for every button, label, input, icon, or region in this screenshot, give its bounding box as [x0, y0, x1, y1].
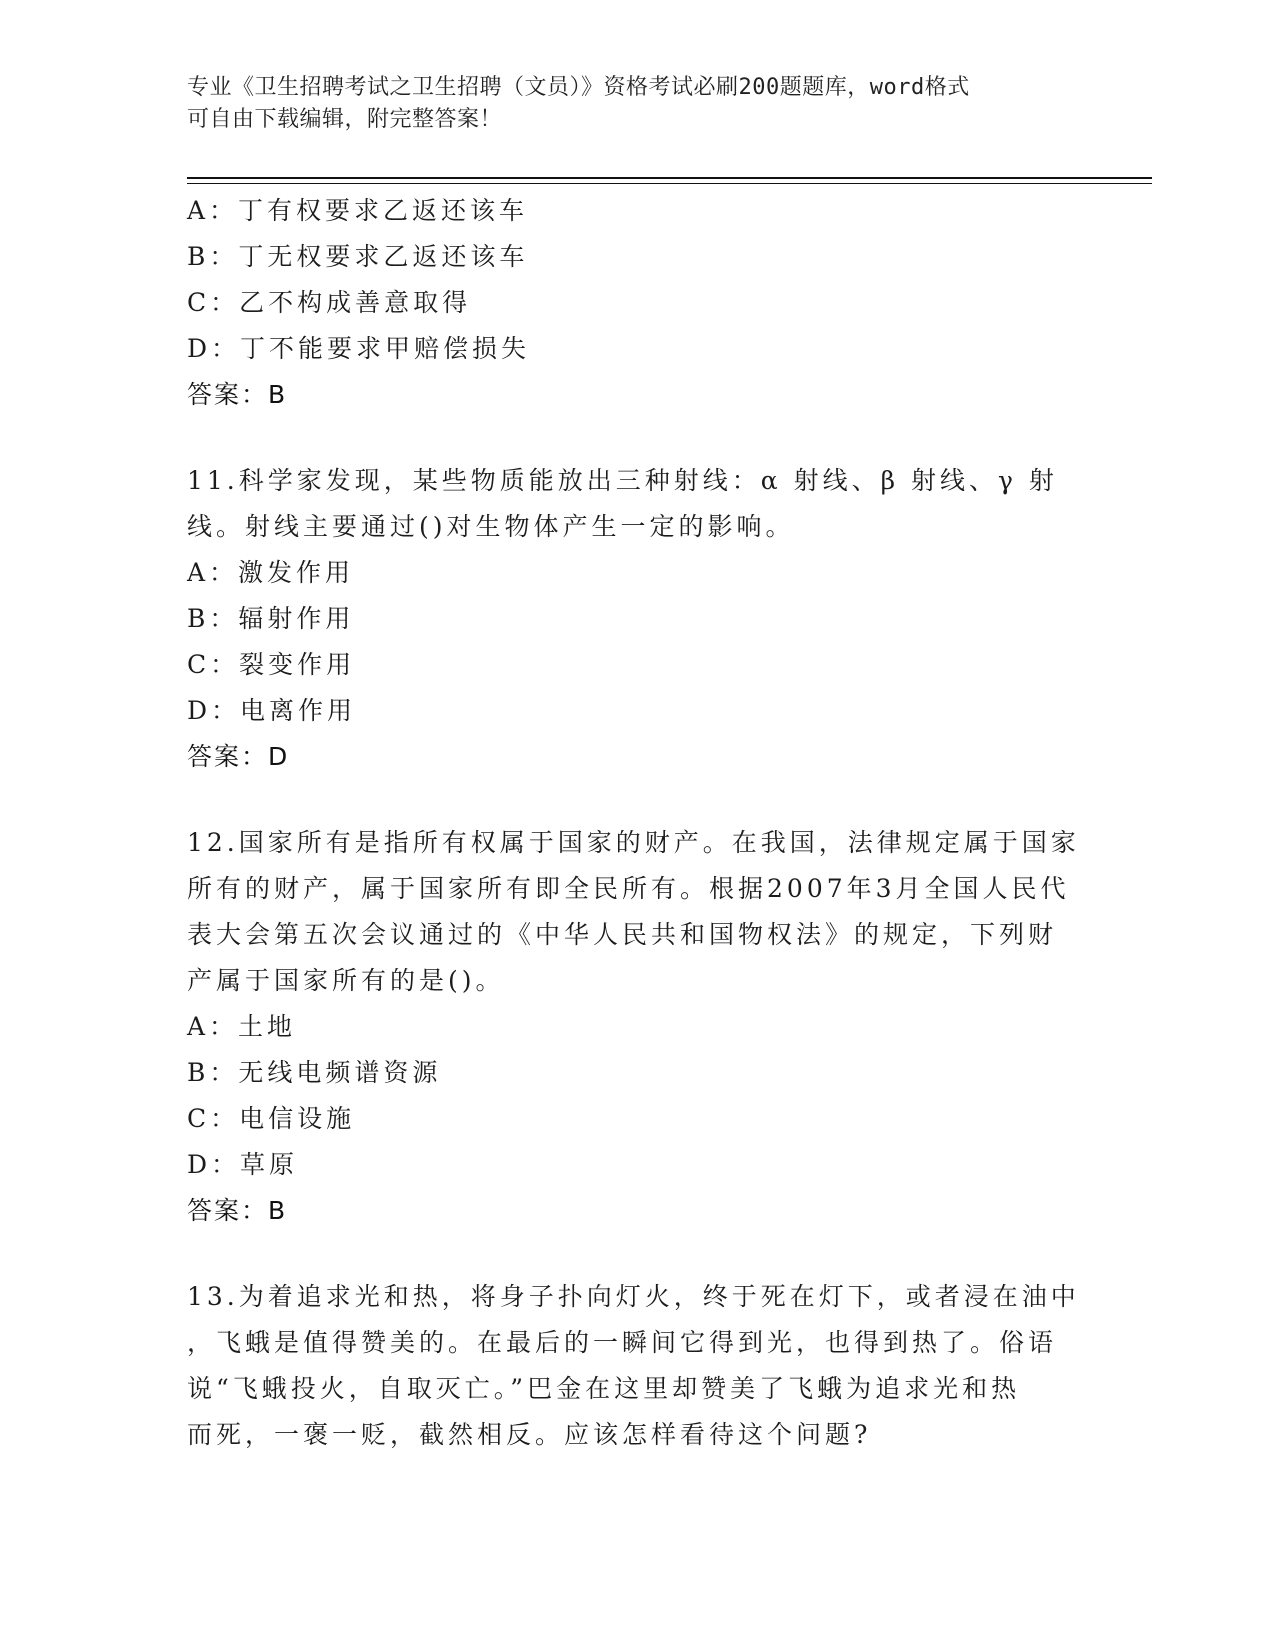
question-text-line: 而死，一褒一贬，截然相反。应该怎样看待这个问题? [187, 1420, 872, 1449]
question-text-line: 12.国家所有是指所有权属于国家的财产。在我国，法律规定属于国家 [187, 828, 1080, 857]
option-c: C：电信设施 [187, 1104, 356, 1133]
document-header [187, 72, 1087, 136]
question-12-block [187, 820, 1080, 1234]
option-d: D：草原 [187, 1150, 299, 1179]
question-text-line: 说“飞蛾投火，自取灭亡。”巴金在这里却赞美了飞蛾为追求光和热 [187, 1374, 1021, 1403]
header-line-2: 可自由下载编辑，附完整答案！ [187, 107, 503, 132]
spacer [187, 1234, 1067, 1274]
option-d: D：丁不能要求甲赔偿损失 [187, 334, 531, 363]
option-a: A：激发作用 [187, 558, 355, 587]
answer-line: 答案：B [187, 380, 288, 409]
spacer [187, 780, 1067, 820]
question-text-line: 13.为着追求光和热，将身子扑向灯火，终于死在灯下，或者浸在油中 [187, 1282, 1080, 1311]
option-b: B：丁无权要求乙返还该车 [187, 242, 529, 271]
question-text-line: 所有的财产，属于国家所有即全民所有。根据2007年3月全国人民代 [187, 874, 1070, 903]
option-c: C：乙不构成善意取得 [187, 288, 472, 317]
question-text-line: 线。射线主要通过()对生物体产生一定的影响。 [187, 512, 795, 541]
header-line-1: 专业《卫生招聘考试之卫生招聘（文员）》资格考试必刷200题题库，word格式 [187, 75, 970, 100]
answer-line: 答案：D [187, 742, 290, 771]
question-13-block [187, 1274, 1080, 1458]
option-a: A：丁有权要求乙返还该车 [187, 196, 529, 225]
option-b: B：辐射作用 [187, 604, 355, 633]
option-d: D：电离作用 [187, 696, 357, 725]
question-10-block [187, 188, 1067, 418]
document-content [187, 188, 1080, 1458]
header-rule-thick [187, 177, 1152, 179]
question-text-line: ，飞蛾是值得赞美的。在最后的一瞬间它得到光，也得到热了。俗语 [187, 1328, 1058, 1357]
option-c: C：裂变作用 [187, 650, 356, 679]
question-11-block [187, 458, 1067, 780]
header-rule-thin [187, 183, 1152, 184]
answer-line: 答案：B [187, 1196, 288, 1225]
question-text-line: 表大会第五次会议通过的《中华人民共和国物权法》的规定，下列财 [187, 920, 1058, 949]
option-b: B：无线电频谱资源 [187, 1058, 442, 1087]
question-text-line: 产属于国家所有的是()。 [187, 966, 505, 995]
question-text-line: 11.科学家发现，某些物质能放出三种射线：α 射线、β 射线、γ 射 [187, 466, 1058, 495]
spacer [187, 418, 1067, 458]
option-a: A：土地 [187, 1012, 297, 1041]
